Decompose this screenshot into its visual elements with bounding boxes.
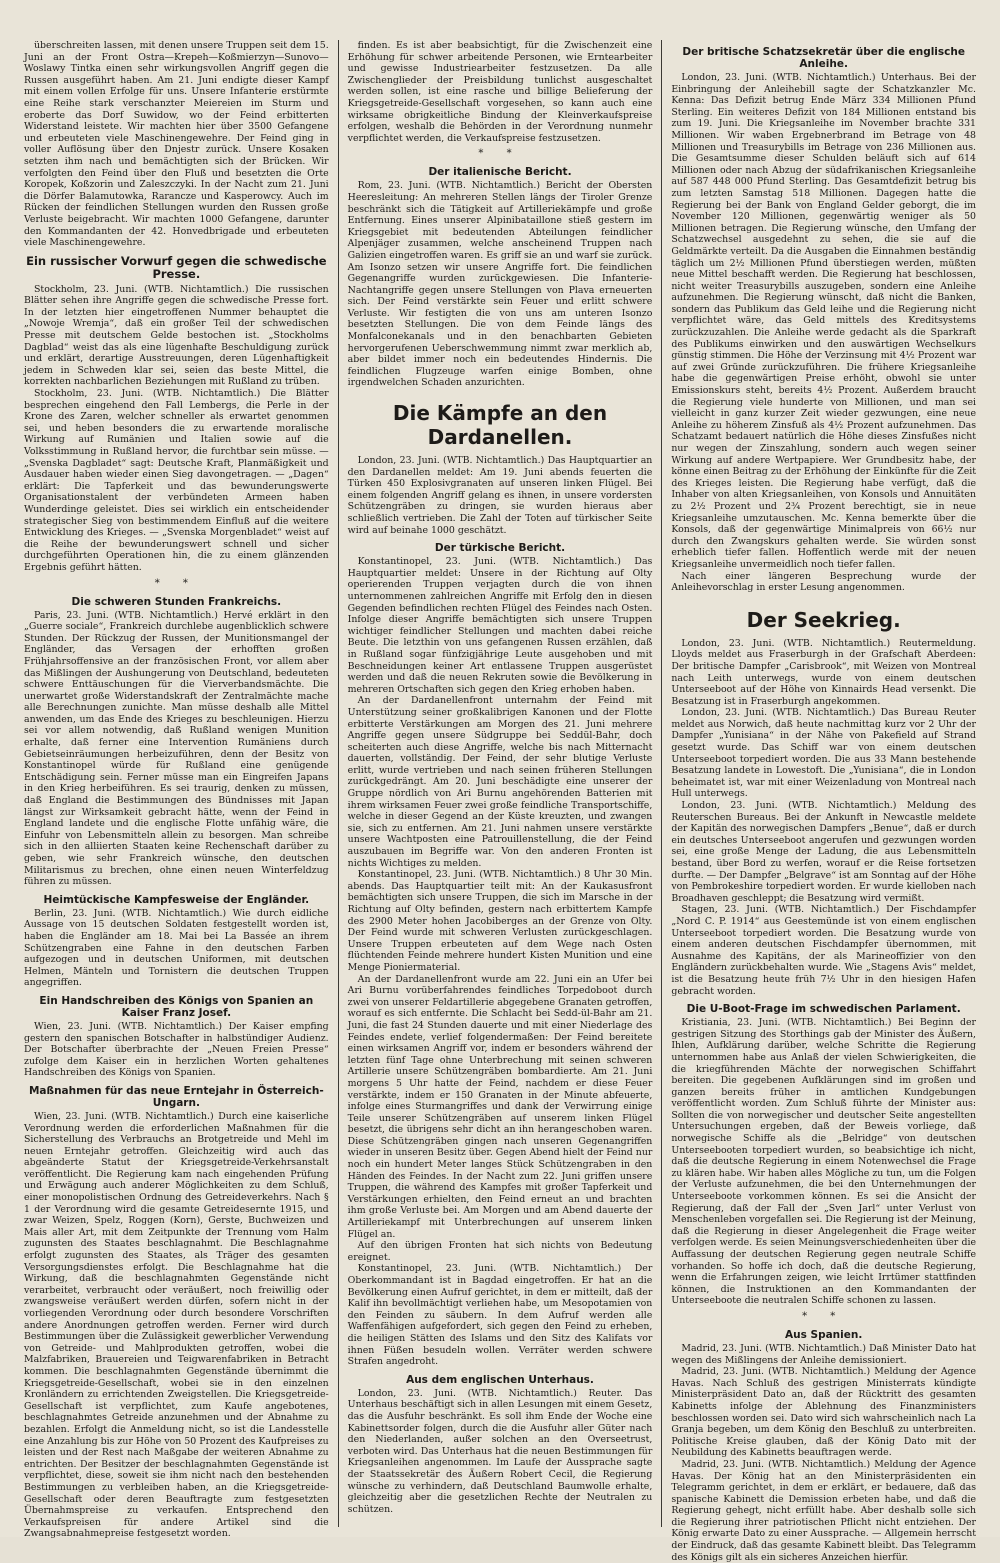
article-tuerk-4: An der Dardanellenfront wurde am 22. Juni ein an Ufer bei Ari Burnu vorüberfahrendes feindliches Torpedoboot durch zwei von unserer Feldartillerie abgegebene Granaten getroffen, worauf es sich entfernte. Die Schlacht bei Sedd-ül-Bahr am 21. Juni, die fast 24 Stunden dauerte und mit einer Niederlage des Feindes endete, verlief folgendermaßen: Der Feind bereitete einen wirksamen Angriff vor, indem er besonders während der letzten fünf Tage ohne Unterbrechung mit seinen schweren Artillerie unsere Schützengräben bombardierte. Am 21. Juni morgens 5 Uhr hatte der Feind, nachdem er diese Feuer verstärkte, indem er 150 Granaten in der Minute abfeuerte, infolge eines Sturmangriffes und dank der Verwirrung einige Teile unserer Schützengräben auf unserem linken Flügel besetzt, die übrigens sehr dicht an ihn herangeschoben waren. Diese Schützengräben gingen nach unseren Gegenangriffen wieder in unseren Besitz über. Gegen Abend hielt der Feind nur noch ein hundert Meter langes Stück Schützengraben in den Händen des Feindes. In der Nacht zum 22. Juni griffen unsere Truppen, die während des Kampfes mit großer Tapferkeit und Verstärkungen erhielten, den Feind erneut an und brachten ihm große Verluste bei. Am Morgen und am Abend dauerte der Artilleriekampf mit Unterbrechungen auf unserem linken Flügel an. (347, 973, 653, 1240)
column-left (18, 40, 335, 1540)
article-intro-continuation: überschreiten lassen, mit denen unsere Truppen seit dem 15. Juni an der Front Ostra—Krepeh—Koßmierzyn—Sunovo—Woslawy Tintka einen sehr wirkungsvollen Angriff gegen die Russen ausgeführt haben. Am 21. Juni endigte dieser Kampf mit einem vollen Erfolge für uns. Unsere Infanterie erstürmte eine Reihe stark verschanzter Meiereien im Sturm und eroberte das Dorf Suwidow, wo der Feind erbitterten Widerstand leistete. Wir machten hier über 3500 Gefangene und erbeuteten viele Maschinengewehre. Der Feind ging in voller Auflösung über den Dnjestr zurück. Unsere Kosaken setzten ihm nach und bemächtigten sich der Brücken. Wir verfolgten den Feind über den Fluß und besetzten die Orte Koropek, Koßzorin und Zaleszczyki. In der Nacht zum 21. Juni die Dörfer Balamutowka, Rarancze und Kasperowcy. Auch im Rücken der feindlichen Stellungen wurden den Russen große Verluste beigebracht. Wir machten 1000 Gefangene, darunter den Kommandanten der 42. Honvedbrigade und erbeuteten viele Maschinengewehre. (24, 40, 329, 249)
section-stars: * * (154, 577, 198, 589)
heading-handschreiben: Ein Handschreiben des Königs von Spanien an Kaiser Franz Josef. (39, 994, 314, 1019)
article-dardanellen-london: London, 23. Juni. (WTB. Nichtamtlich.) Das Hauptquartier an den Dardanellen meldet: Am 19. Juni abends feuerten die Türken 450 Explosivgranaten auf unseren linken Flügel. Bei einem folgenden Angriff gelang es ihnen, in unsere vordersten Schützengräben zu dringen, sie wurden hieraus aber schließlich vertrieben. Die Zahl der Toten auf türkischer Seite wird auf beinahe 1000 geschätzt. (347, 455, 653, 536)
article-frankreich: Paris, 23. Juni. (WTB. Nichtamtlich.) Hervé erklärt in den „Guerre sociale“, Frankreich durchlebe augenblicklich schwere Stunden. Der Rückzug der Russen, der Munitionsmangel der Engländer, das Versagen der erhofften großen Frühjahrsoffensive an der französischen Front, vor allem aber das Mißlingen der Aushungerung von Deutschland, bedeuteten schwere Enttäuschungen für die Vierverbandsmächte. Die unerwartet große Widerstandskraft der Zentralmächte mache alle Berechnungen zunichte. Man müsse deshalb alle Mittel anwenden, um das Ende des Krieges zu beschleunigen. Hierzu sei vor allem notwendig, daß Rußland wenigen Munition erhalte, daß ferner eine Intervention Rumäniens durch Gebietseinräumungen herbeizuführen, denn der Besitz von Konstantinopel würde für Rußland eine genügende Entschädigung sein. Ferner müsse man ein Eingreifen Japans in den Krieg herbeiführen. Es sei traurig, denken zu müssen, daß England die Bestimmungen des Bündnisses mit Japan längst zur Wirksamkeit gebracht hätte, wenn der Feind in England landete und die englische Flotte unfähig wäre, die Einfuhr von Lebensmitteln allein zu besorgen. Man schreibe sich in den alliierten Staaten keine Rechenschaft darüber zu geben, wie sehr Frankreich wünsche, den deutschen Militarismus zu brechen, ohne einen neuen Winterfeldzug führen zu müssen. (24, 609, 329, 888)
article-tuerk-5: Auf den übrigen Fronten hat sich nichts von Bedeutung ereignet. (347, 1240, 653, 1263)
article-see-4: Stagen, 23. Juni. (WTB. Nichtamtlich.) Der Fischdampfer „Nord C. P. 1914“ aus Geestemünde ist von einem englischen Unterseeboot torpediert worden. Die Besatzung wurde von einem anderen deutschen Fischdampfer übernommen, mit Ausnahme des Kapitäns, der als Marineoffizier von den Engländern zurückbehalten wurde. Wie „Stagens Avis“ meldet, ist die Besatzung heute früh 7½ Uhr in den hiesigen Hafen gebracht worden. (671, 904, 977, 997)
article-schatzsekretaer: London, 23. Juni. (WTB. Nichtamtlich.) Unterhaus. Bei der Einbringung der Anleihebill sagte der Schatzkanzler Mc. Kenna: Das Defizit betrug Ende März 334 Millionen Pfund Sterling. Ein weiteres Defizit von 184 Millionen entstand bis zum 19. Juni. Die Kriegsanleihe im November brachte 331 Millionen. Wir waben Ergebnerbrand im Betrage von 48 Millionen und Treasurybills im Betrage von 236 Millionen aus. Die Gesamtsumme dieser Schulden beläuft sich auf 614 Millionen oder nach Abzug der südafrikanischen Kriegsanleihe auf 587 448 000 Pfund Sterling. Das Gesamtdefizit betrug bis zum letzten Samstag 518 Millionen. Dagegen hatte die Regierung bei der Bank von England Gelder geborgt, die im November 120 Millionen, gegenwärtig weniger als 50 Millionen betragen. Die Regierung wünsche, den Umfang der Schatzwechsel ausgedehnt zu sehen, die sie auf die Geldmärkte verteilt. Da die Ausgaben die Einnahmen beständig täglich um 2½ Millionen Pfund überstiegen werden, müßten neue Mittel beschafft werden. Die Regierung hat beschlossen, nicht weiter Treasurybills auszugeben, sondern eine Anleihe aufzunehmen. Die Regierung wünscht, daß nicht die Banken, sondern das Publikum das Geld leihe und die Regierung nicht verpflichtet wäre, das Geld mittels des Kreditsystems zurückzuzahlen. Die Anleihe werde gedacht als die Sparkraft des Publikums einwirken und den auswärtigen Wechselkurs günstig stimmen. Die Höhe der Verzinsung mit 4½ Prozent war auf zwei Gründe zurückzuführen. Die frühere Kriegsanleihe habe die gegenwärtigen Preise erhöht, obwohl sie unter Emissionskurs steht, bereits 4½ Prozent. Außerdem braucht die Regierung viele hunderte von Millionen, und man sei vielleicht in ganz kurzer Zeit wieder gezwungen, eine neue Anleihe zu höherem Zinsfuß als 4½ Prozent aufzunehmen. Das Schatzamt bedauert natürlich die Höhe dieses Zinsfußes nicht nur wegen der Zinszahlung, sondern auch wegen seiner Wirkung auf andere Wertpapiere. Wer Grundbesitz habe, der könne einen Beitrag zu der Erhöhung der Einkünfte für die Zeit des Krieges leisten. Die Regierung habe verfügt, daß die Inhaber von alten Kriegsanleihen, von Konsols und Annuitäten zu 2½ Prozent und 2¾ Prozent berechtigt, sie in neue Kriegsanleihe umzutauschen. Mc. Kenna bemerkte über die Konsols, daß der gegenwärtige Minimalpreis von 66½ nur durch den Zwangskurs gehalten werde. Sie würden sonst erheblich tiefer fallen. Hoffentlich werde mit der neuen Kriegsanleihe unvermeidlich noch tiefer fallen. (671, 72, 977, 570)
article-tuerk-3: Konstantinopel, 23. Juni. (WTB. Nichtamtlich.) 8 Uhr 30 Min. abends. Das Hauptquartier teilt mit: An der Kaukasusfront bemächtigten sich unsere Truppen, die sich im Marsche in der Richtung auf Olty befinden, gestern nach erbittertem Kampfe des 2900 Meter hohen Jacobiberges an der Grenze von Olty. Der Feind wurde mit schweren Verlusten zurückgeschlagen. Unsere Truppen erbeuteten auf dem Wege nach Osten flüchtenden Feinde mehrere hundert Kisten Munition und eine Menge Pioniermaterial. (347, 869, 653, 973)
article-spanien-1: Madrid, 23. Juni. (WTB. Nichtamtlich.) Daß Minister Dato hat wegen des Mißlingens der Anleihe demissioniert. (671, 1342, 977, 1366)
column-rule-1 (338, 40, 339, 1527)
article-schatzsekretaer-2: Nach einer längeren Besprechung wurde der Anleihevorschlag in erster Lesung angenommen. (671, 570, 977, 594)
article-see-3: London, 23. Juni. (WTB. Nichtamtlich.) Meldung des Reuterschen Bureaus. Bei der Ankunft in Newcastle meldete der Kapitän des norwegischen Dampfers „Benue“, daß er durch ein deutsches Unterseeboot angerufen und gezwungen worden sei, eine große Menge der Ladung, die aus Lebensmitteln bestand, über Bord zu werfen, worauf er die Reise fortsetzen durfte. — Der Dampfer „Belgrave“ ist am Sonntag auf der Höhe von Pembrokeshire torpediert worden. Er wurde kielloben nach Broadhaven geschleppt; die Besatzung wird vermißt. (671, 800, 977, 904)
heading-frankreich: Die schweren Stunden Frankreichs. (71, 595, 282, 608)
heading-kampfesweise: Heimtückische Kampfesweise der Engländer. (43, 893, 310, 906)
column-right (665, 40, 982, 1563)
article-see-1: London, 23. Juni. (WTB. Nichtamtlich.) Reutermeldung. Lloyds meldet aus Fraserburgh in der Grafschaft Aberdeen: Der britische Dampfer „Carisbrook“, mit Weizen von Montreal nach Leith unterwegs, wurde von einem deutschen Unterseeboot auf der Höhe von Kinnairds Head versenkt. Die Besatzung ist in Fraserburgh angekommen. (671, 637, 977, 707)
article-vorwurf-2: Stockholm, 23. Juni. (WTB. Nichtamtlich.) Die Blätter besprechen eingehend den Fall Lembergs, die Perle in der Krone des Zaren, welcher schneller als erwartet genommen sei, und heben besonders die zu erwartende moralische Wirkung auf Rumänien und Italien sowie auf die Volksstimmung in Rußland hervor, die furchtbar sein müsse. — „Svenska Dagbladet“ sagt: Deutsche Kraft, Planmäßigkeit und Ausdauer haben wieder einen Sieg davongetragen. — „Dagen“ erklärt: Die Tapferkeit und das bewunderungswerte Organisationstalent der verbündeten Armeen haben Wunderdinge geleistet. Dies sei wirklich ein entscheidender strategischer Sieg von bestimmendem Einfluß auf die weitere Entwicklung des Krieges. — „Svenska Morgenbladet“ weist auf die Reihe der bewunderungswert schnell und sicher durchgeführten Operationen hin, die zu einem glänzenden Ergebnis geführt hätten. (24, 388, 329, 573)
heading-russischer-vorwurf: Ein russischer Vorwurf gegen die schwedische Presse. (26, 253, 327, 281)
column-layout (18, 40, 982, 1563)
article-tuerk-6: Konstantinopel, 23. Juni. (WTB. Nichtamtlich.) Der Oberkommandant ist in Bagdad eingetroffen. Er hat an die Bevölkerung einen Aufruf gerichtet, in dem er mitteilt, daß der Kalif ihn bevollmächtigt verliehen habe, um Mesopotamien von den Feinden zu säubern. In dem Aufruf werden alle Waffenfähigen aufgefordert, sich gegen den Feind zu erheben, die heiligen Stätten des Islams und den Sitz des Kalifats vor ihnen Füßen besudeln wollen. Verräter werden schwere Strafen angedroht. (347, 1263, 653, 1368)
article-tuerk-2: An der Dardanellenfront unternahm der Feind mit Unterstützung seiner großkalibrigen Kanonen und der Flotte erbitterte Verstärkungen am Morgen des 21. Juni mehrere Angriffe gegen unsere Südgruppe bei Seddül-Bahr, doch scheiterten auch diese Angriffe, welche bis nach Mitternacht dauerten, vollständig. Der Feind, der sehr blutige Verluste erlitt, wurde vertrieben und nach seinen früheren Stellungen zurückgedrängt. Am 20. Juni beschädigte eine unserer der Gruppe nördlich von Ari Burnu angehörenden Batterien mit ihrem wirksamen Feuer zwei große feindliche Transportschiffe, welche in dieser Gegend an der Küste kreuzten, und zwangen sie, sich zu entfernen. Am 21. Juni nahmen unsere verstärkte unsere Wachtposten eine Patrouillenstellung, die der Feind auszubauen im Begriffe war. Von den anderen Fronten ist nichts Wichtiges zu melden. (347, 695, 653, 869)
article-uboot-frage: Kristiania, 23. Juni. (WTB. Nichtamtlich.) Bei Beginn der gestrigen Sitzung des Storthings gab der Minister des Äußern, Ihlen, Aufklärung darüber, welche Schritte die Regierung unternommen habe aus Anlaß der vielen Schwierigkeiten, die die kriegführenden Mächte der norwegischen Schiffahrt bereiten. Die gegebenen Aufklärungen sind im großen und ganzen bereits früher in amtlichen Kundgebungen veröffentlicht worden. Zum Schluß führte der Minister aus: Sollten die von norwegischer und deutscher Seite angestellten Untersuchungen ergeben, daß der Beweis vorliege, daß norwegische Schiffe als die „Belridge“ von deutschen Unterseebooten torpediert wurden, so beabsichtige ich nicht, daß die deutsche Regierung in einem Notenwechsel die Frage zu klären habe. Wir haben alles Mögliche zu tun, um die Folgen der Verluste aufzunehmen, die bei den Unternehmungen der Unterseeboote vorkommen können. Es sei die Ansicht der Regierung, daß der Fall der „Sven Jarl“ unter Verlust von Menschenleben vorgefallen sei. Die Regierung ist der Meinung, daß die Regierung in dieser Angelegenheit die Frage weiter verfolgen werde. Es seien Meinungsverschiedenheiten über die Auffassung der deutschen Regierung gegen neutrale Schiffe vorhanden. So hoffe ich doch, daß die deutsche Regierung, wenn die Erfahrungen zeigen, wie leicht Irrtümer stattfinden können, die Instruktionen an den Kommandanten der Unterseeboote die neutralen Schiffe schonen zu lassen. (671, 1017, 977, 1307)
article-unterhaus: London, 23. Juni. (WTB. Nichtamtlich.) Reuter. Das Unterhaus beschäftigt sich in allen Lesungen mit einem Gesetz, das die Ausfuhr beschränkt. Es soll ihm Ende der Woche eine Kabinettsorder folgen, durch die die Ausfuhr aller Güter nach den Niederlanden, außer solchen an den Overseetrust, verboten wird. Das Unterhaus hat die neuen Bestimmungen für Kriegsanleihen angenommen. Im Laufe der Aussprache sagte der Staatssekretär des Äußern Robert Cecil, die Regierung wünsche zu verhindern, daß Deutschland Baumwolle erhalte, gleichzeitig aber die gesetzlichen Rechte der Neutralen zu schützen. (347, 1387, 653, 1515)
heading-uboot-frage: Die U-Boot-Frage im schwedischen Parlament. (686, 1003, 961, 1016)
article-vorwurf-1: Stockholm, 23. Juni. (WTB. Nichtamtlich.) Die russischen Blätter sehen ihre Angriffe gegen die schwedische Presse fort. In der letzten hier eingetroffenen Nummer behauptet die „Nowoje Wremja“, daß ein großer Teil der schwedischen Presse mit deutschem Gelde bestochen ist. „Stockholms Dagblad“ weist das als eine lügenhafte Beschuldigung zurück und erklärt, derartige Ausstreuungen, deren Lügenhaftigkeit jedem in Schweden klar sei, seien das beste Mittel, die korrekten nachbarlichen Beziehungen mit Rußland zu trüben. (24, 283, 329, 388)
article-italienischer-bericht: Rom, 23. Juni. (WTB. Nichtamtlich.) Bericht der Obersten Heeresleitung: An mehreren Stellen längs der Tiroler Grenze beschränkt sich die Tätigkeit auf Artilleriekämpfe und große Entfernung. Eines unserer Alpinibataillone stieß gestern im Kriegsgebiet mit bedeutenden Abteilungen feindlicher Alpenjäger zusammen, welche anscheinend Truppen nach Galizien eingetroffen waren. Es griff sie an und warf sie zurück. Am Isonzo setzen wir unsere Angriffe fort. Die feindlichen Gegenangriffe wurden zurückgewiesen. Die Infanterie-Nachtangriffe gegen unsere Stellungen von Plava erneuerten sich. Der Feind verstärkte sein Feuer und erlitt schwere Verluste. Wir festigten die von uns am unteren Isonzo besetzten Stellungen. Die von dem Feinde längs des Monfalconekanals und in den benachbarten Gebieten hervorgerufenen Ueberschwemmung nimmt zwar merklich ab, aber bildet immer noch ein bedeutendes Hindernis. Die feindlichen Flugzeuge warfen einige Bomben, ohne irgendwelchen Schaden anzurichten. (347, 180, 653, 389)
heading-dardanellen: Die Kämpfe an den Dardanellen. (392, 401, 608, 450)
section-stars: * * (478, 148, 522, 160)
heading-italienischer-bericht: Der italienische Bericht. (428, 166, 572, 179)
article-erntejahr: Wien, 23. Juni. (WTB. Nichtamtlich.) Durch eine kaiserliche Verordnung werden die erforderlichen Maßnahmen für die Sicherstellung des Verbrauchs an Brotgetreide und Mehl im neuen Erntejahr getroffen. Gleichzeitig wird auch das abgeänderte Statut der Kriegsgetreide-Verkehrsanstalt veröffentlicht. Die Regierung kam nach eingehenden Prüfung und Erwägung auch anderer Möglichkeiten zu dem Schluß, einer monopolistischen Ordnung des Getreideverkehrs. Nach § 1 der Verordnung wird die gesamte Getreidesernte 1915, und zwar Weizen, Spelz, Roggen (Korn), Gerste, Buchweizen und Mais aller Art, mit dem Zeitpunkte der Trennung vom Halm zugunsten des Staates beschlagnahmt. Die Beschlagnahme erfolgt zugunsten des Staates, als Träger des gesamten Versorgungsdienstes erfolgt. Die Beschlagnahme hat die Wirkung, daß die beschlagnahmten Gegenstände nicht verarbeitet, verbraucht oder veräußert, noch freiwillig oder zwangsweise veräußert werden dürfen, sofern nicht in der vorliegenden Verordnung oder durch besondere Vorschriften andere Anordnungen getroffen werden. Ferner wird durch Bestimmungen über die Zulässigkeit gewerblicher Verwendung von Getreide- und Mahlprodukten getroffen, wobei die Malzfabriken, Brauereien und Teigwarenfabriken in Betracht kommen. Die beschlagnahmten Gegenstände übernimmt die Kriegsgetreide-Gesellschaft, wobei sie in den einzelnen Kronländern zu errichtenden Zweigstellen. Die Kriegsgetreide-Gesellschaft ist verpflichtet, zum Kaufe angebotenes, beschlagnahmtes Getreide anzunehmen und der Abnahme zu bezahlen. Erfolgt die Anmeldung nicht, so ist die Landesstelle eine Anzahlung bis zur Höhe von 50 Prozent des Kaufpreises zu leisten und der Rest nach Maßgabe der weiteren Abnahme zu entrichten. Der Besitzer der beschlagnahmten Gegenstände ist verpflichtet, diese, soweit sie ihm nicht nach den bestehenden Bestimmungen zu verbleiben haben, an die Kriegsgetreide-Gesellschaft oder deren Beauftragte zum festgesetzten Übernahmspreise zu verkaufen. Entsprechend den Verkaufspreisen für andere Artikel sind die Zwangsabnahmepreise festgesetzt worden. (24, 1110, 329, 1540)
section-stars: * * (802, 1310, 846, 1322)
article-kampfesweise: Berlin, 23. Juni. (WTB. Nichtamtlich.) Wie durch eidliche Aussage von 15 deutschen Soldaten festgestellt worden ist, haben die Engländer am 18. Mai bei La Bassée an ihrem Schützengraben eine Fahne in den deutschen Farben aufgezogen und in deutschen Uniformen, mit deutschen Helmen, Mänteln und Tornistern die deutschen Truppen angegriffen. (24, 907, 329, 989)
article-tuerk-1: Konstantinopel, 23. Juni. (WTB. Nichtamtlich.) Das Hauptquartier meldet: Unsere in der Richtung auf Olty operierenden Truppen verjagten durch die von ihnen unternommenen zahlreichen Angriffe mit Erfolg den in diesen Gegenden befindlichen rechten Flügel des Feindes nach Osten. Infolge dieser Angriffe bemächtigten sich unsere Truppen wichtiger feindlicher Stellungen und machten dabei reiche Beute. Die letzthin von uns gefangenen Russen erzählen, daß in Rußland sogar fünfzigjährige Leute ausgehoben und mit Beschneidungen keiner Art entlassene Truppen ausgerüstet werden und daß die neuen Rekruten sowie die Bevölkerung in mehreren Ortschaften sich gegen den Krieg erhoben haben. (347, 556, 653, 695)
heading-seekrieg: Der Seekrieg. (746, 607, 901, 632)
article-handschreiben: Wien, 23. Juni. (WTB. Nichtamtlich.) Der Kaiser empfing gestern den spanischen Botschafter in halbstündiger Audienz. Der Botschafter überbrachte der „Neuen Freien Presse“ zufolge dem Kaiser ein in herzlichen Worten gehaltenes Handschreiben des Königs von Spanien. (24, 1020, 329, 1079)
column-middle (342, 40, 659, 1527)
heading-schatzsekretaer: Der britische Schatzsekretär über die englische Anleihe. (682, 46, 965, 70)
heading-erntejahr: Maßnahmen für das neue Erntejahr in Österreich-Ungarn. (28, 1084, 324, 1109)
article-spanien-2: Madrid, 23. Juni. (WTB. Nichtamtlich.) Meldung der Agence Havas. Nach Schluß des gestrigen Ministerrats kündigte Ministerpräsident Dato an, daß der Rücktritt des gesamten Kabinetts infolge der Ablehnung des Finanzministers beschlossen worden sei. Dato wird sich wahrscheinlich nach La Granja begeben, um dem König den Beschluß zu unterbreiten. Politische Kreise glauben, daß der König Dato mit der Neubildung des Kabinetts beauftragen werde. (671, 1366, 977, 1459)
heading-spanien: Aus Spanien. (785, 1328, 863, 1341)
heading-unterhaus: Aus dem englischen Unterhaus. (406, 1373, 594, 1386)
heading-tuerkischer-bericht: Der türkische Bericht. (434, 542, 566, 555)
article-ernte-continuation: finden. Es ist aber beabsichtigt, für die Zwischenzeit eine Erhöhung für schwer arbeitende Personen, wie Erntearbeiter und gewisse Industriearbeiter festzusetzen. Da alle Zwischenglieder der Preisbildung tunlichst ausgeschaltet werden sollen, ist eine rasche und billige Belieferung der Kriegsgetreide-Gesellschaft vorgesehen, so kann auch eine wirksame obrigkeitliche Bindung der Kleinverkaufspreise erfolgen, weshalb die Behörden in der Verordnung nunmehr verpflichtet werden, die Verkaufspreise festzusetzen. (347, 40, 653, 144)
column-rule-2 (661, 40, 662, 1527)
article-see-2: London, 23. Juni. (WTB. Nichtamtlich.) Das Bureau Reuter meldet aus Norwich, daß heute nachmittag kurz vor 2 Uhr der Dampfer „Yunisiana“ in der Nähe von Pakefield auf Strand gesetzt wurde. Das Schiff war von einem deutschen Unterseeboot torpediert worden. Die aus 33 Mann bestehende Besatzung landete in Lowestoft. Die „Yunisiana“, die in London beheimatet ist, war mit einer Weizenladung von Montreal nach Hull unterwegs. (671, 707, 977, 800)
article-spanien-3: Madrid, 23. Juni. (WTB. Nichtamtlich.) Meldung der Agence Havas. Der König hat an den Ministerpräsidenten ein Telegramm gerichtet, in dem er erklärt, er bedauere, daß das spanische Kabinett die Demission erbeten habe, und daß die Regierung gehegt, nicht erfüllt habe. Aber deshalb solle sich die Regierung ihrer patriotischen Pflicht nicht entziehen. Der König erwarte Dato zu einer Aussprache. — Allgemein herrscht der Eindruck, daß das gesamte Kabinett bleibt. Das Telegramm des Königs gilt als ein sicheres Anzeichen hierfür. (671, 1458, 977, 1563)
